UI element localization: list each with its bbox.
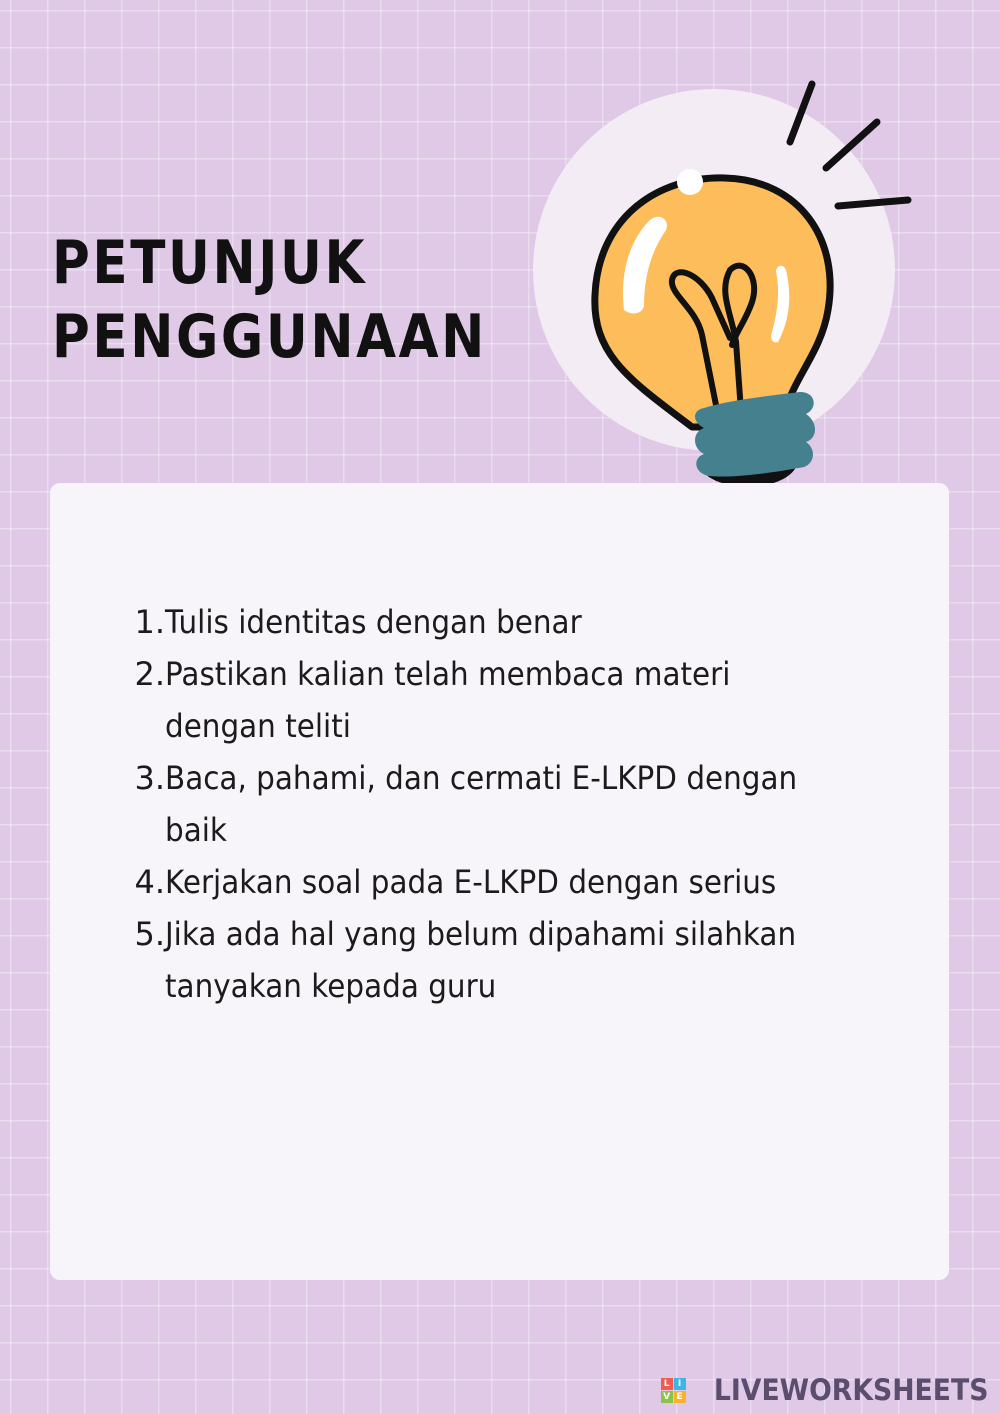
logo-letter: L	[661, 1378, 673, 1390]
liveworksheets-watermark	[661, 1372, 988, 1408]
list-item-text: Pastikan kalian telah membaca materi dengan teliti	[165, 655, 731, 745]
watermark-text: LIVEWORKSHEETS	[713, 1373, 988, 1407]
list-item	[115, 856, 905, 908]
page-title-line-1: PETUNJUK	[52, 228, 368, 298]
logo-letter: I	[674, 1378, 686, 1390]
list-item-number: 2.	[134, 655, 165, 693]
instructions-list	[115, 596, 905, 1012]
lightbulb-icon	[520, 70, 940, 510]
list-item-text: Tulis identitas dengan benar	[165, 603, 582, 641]
list-item-text: Baca, pahami, dan cermati E-LKPD dengan baik	[165, 759, 798, 849]
page-title	[52, 226, 487, 374]
list-item	[115, 908, 905, 1012]
list-item	[115, 596, 905, 648]
logo-letter: E	[674, 1391, 686, 1403]
list-item-number: 3.	[134, 759, 165, 797]
bulb-highlight-dot	[677, 169, 703, 195]
page-title-line-2: PENGGUNAAN	[52, 302, 487, 372]
list-item	[115, 752, 905, 856]
liveworksheets-logo-icon	[661, 1378, 686, 1403]
list-item-number: 1.	[134, 603, 165, 641]
list-item	[115, 648, 905, 752]
list-item-number: 4.	[134, 863, 165, 901]
list-item-text: Kerjakan soal pada E-LKPD dengan serius	[165, 863, 777, 901]
logo-letter: V	[661, 1391, 673, 1403]
list-item-text: Jika ada hal yang belum dipahami silahkan tanyakan kepada guru	[165, 915, 797, 1005]
list-item-number: 5.	[134, 915, 165, 953]
